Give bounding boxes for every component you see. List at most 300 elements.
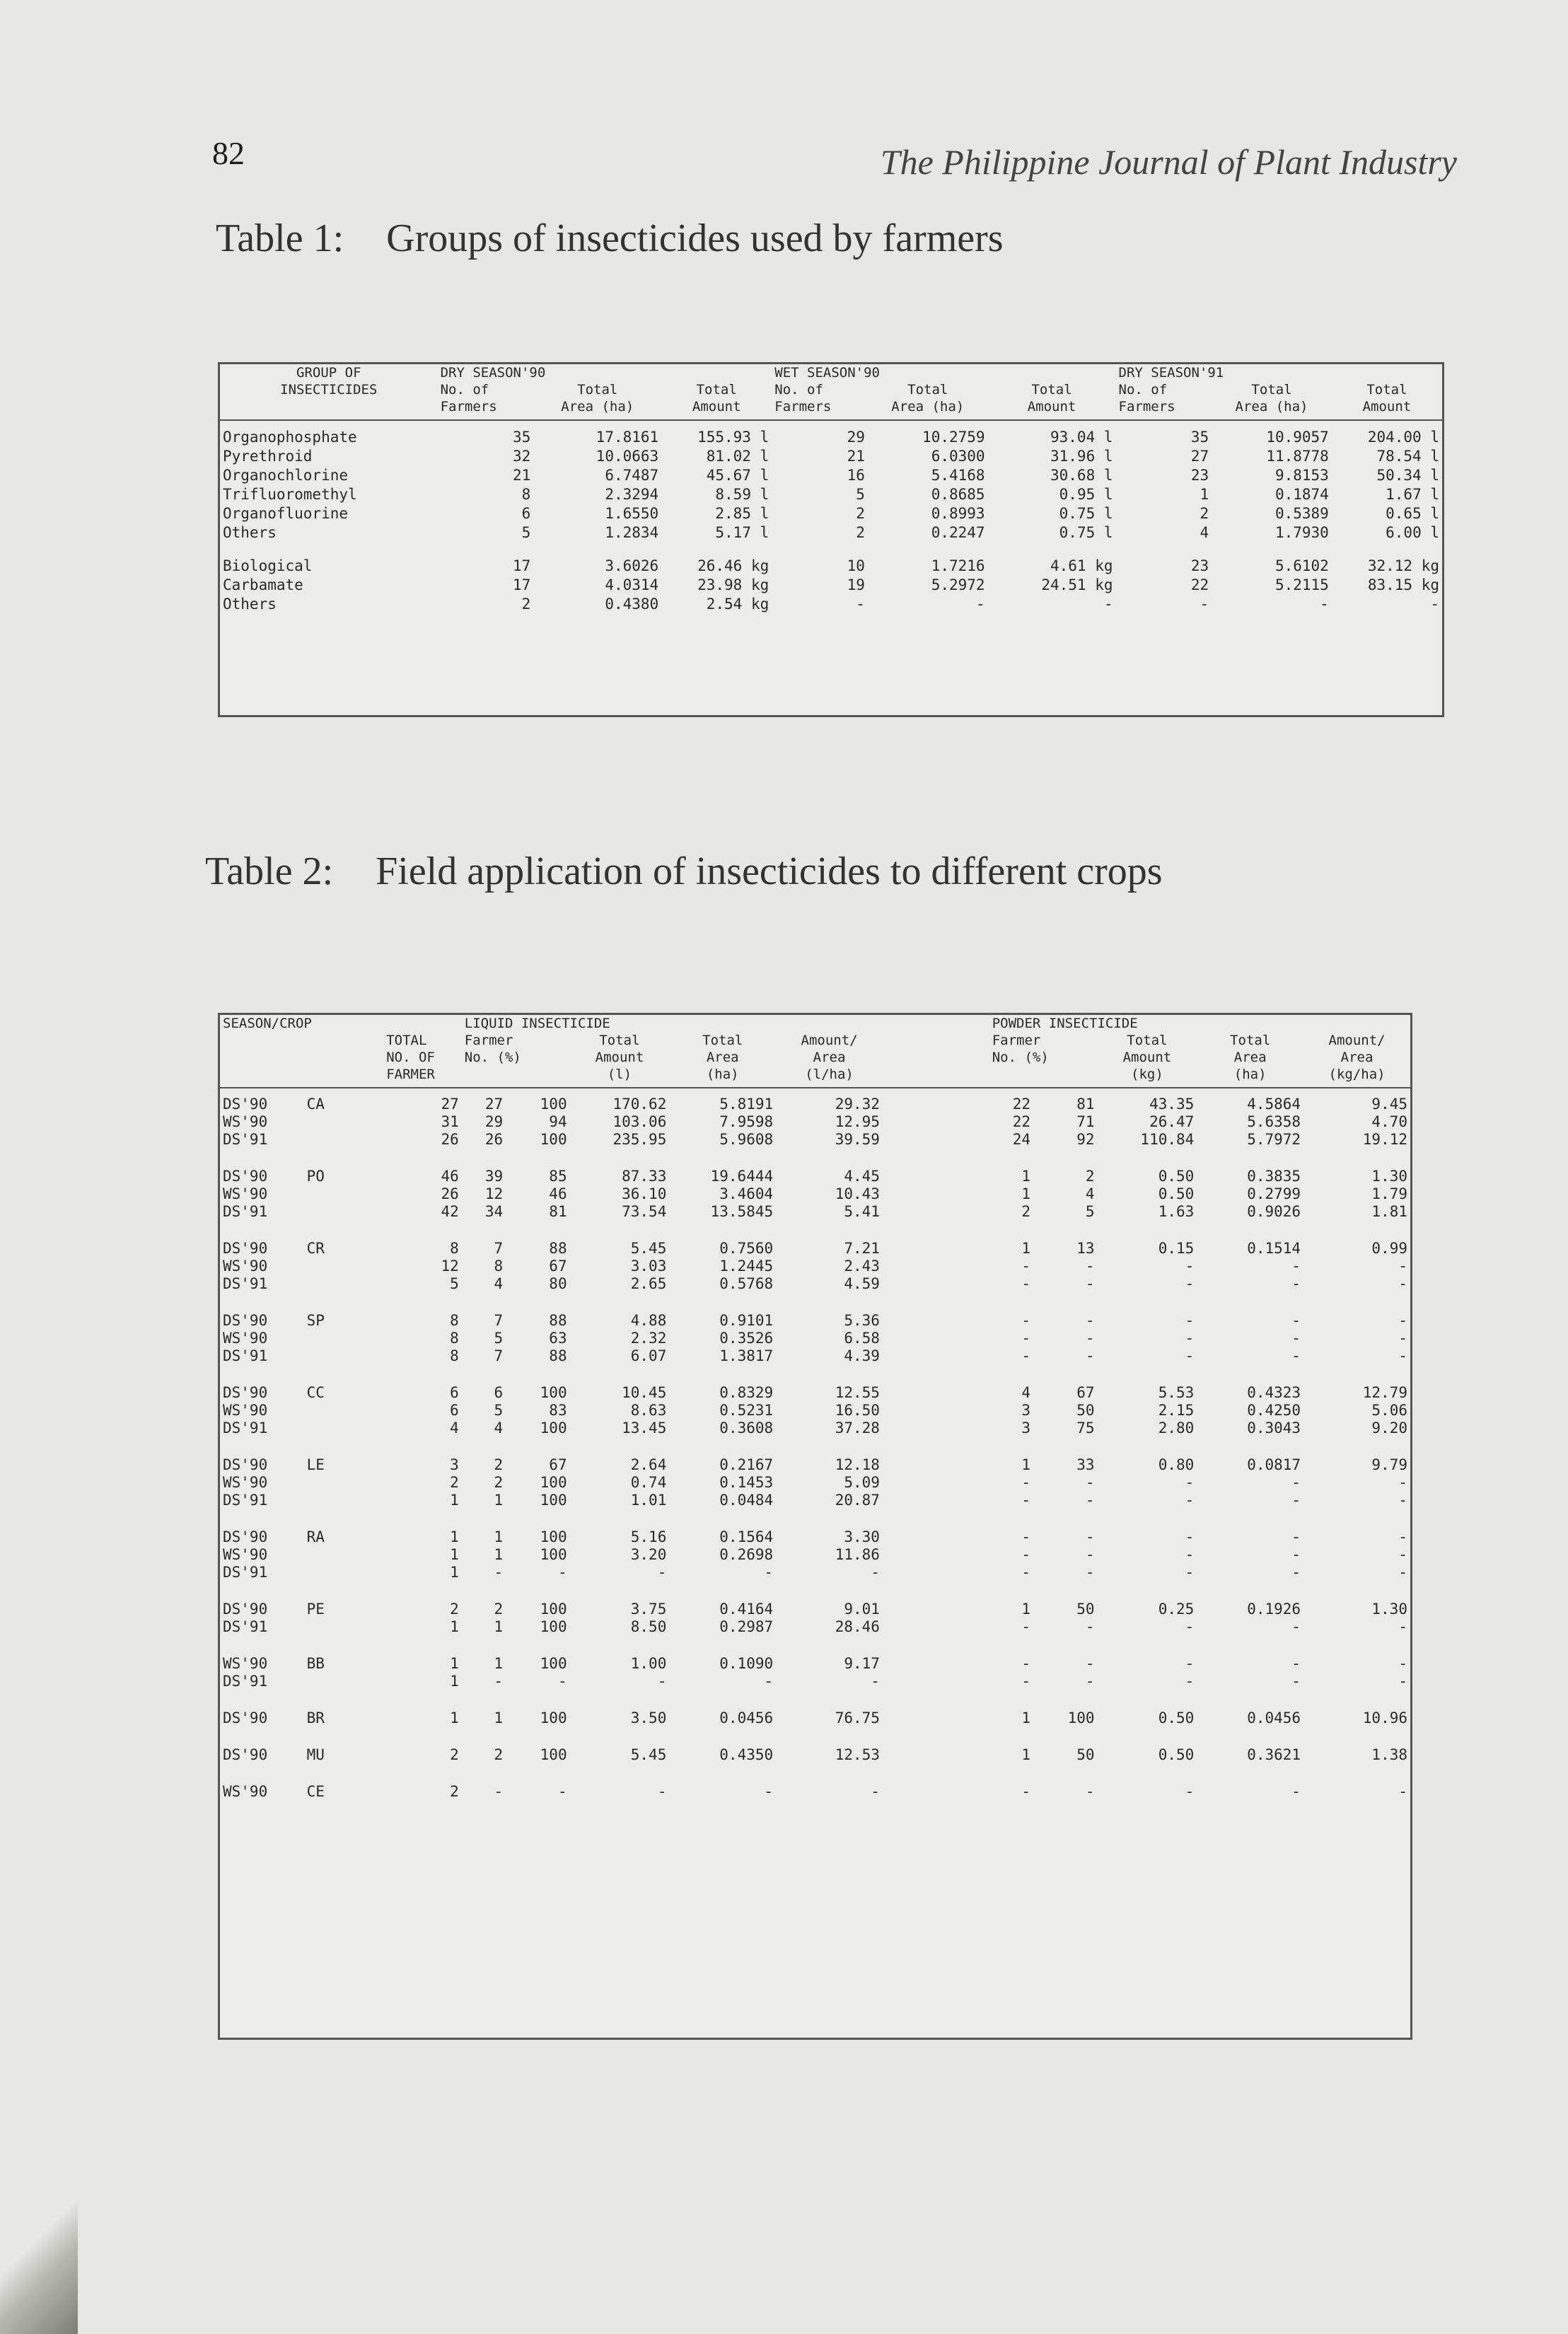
table-cell: - <box>1291 1673 1301 1690</box>
table-cell: 27 <box>484 1096 504 1113</box>
t2-head-area: Area <box>706 1050 739 1065</box>
spacer <box>883 1601 989 1618</box>
table-row <box>220 1601 1410 1618</box>
crop <box>304 1546 384 1564</box>
t2-head-no-pct: No. (%) <box>464 1050 521 1065</box>
row-gap <box>220 1727 1410 1746</box>
crop <box>304 1618 384 1636</box>
table-cell: - <box>1185 1673 1195 1690</box>
table-cell: 12.55 <box>835 1384 880 1401</box>
table-row <box>220 1185 1410 1203</box>
table-row <box>220 1131 1410 1149</box>
table-cell: 21 <box>512 467 531 484</box>
table-cell: 6.0300 <box>931 448 985 465</box>
spacer <box>883 1330 989 1347</box>
crop <box>304 1673 384 1690</box>
table-cell: 1 <box>1021 1185 1031 1202</box>
t1-head-amount: Total <box>1031 382 1072 397</box>
t1-head-farmers: Farmers <box>772 398 868 420</box>
table-row <box>220 523 1442 542</box>
table-row <box>220 1673 1410 1690</box>
table-cell: 3.75 <box>630 1601 667 1618</box>
table-row <box>220 1783 1410 1801</box>
row-gap <box>220 1365 1410 1384</box>
season: DS'90 <box>223 1528 268 1545</box>
table-cell: 27 <box>1190 448 1209 465</box>
table-cell: - <box>1185 1655 1195 1672</box>
row-gap <box>220 1581 1410 1601</box>
spacer <box>883 1168 989 1185</box>
table-cell: 0.99 <box>1371 1240 1407 1257</box>
table-cell: 0.4164 <box>719 1601 774 1618</box>
table-cell: 13 <box>1076 1240 1095 1257</box>
table-cell: 1 <box>450 1546 459 1563</box>
table-row <box>220 1709 1410 1727</box>
table-cell: 11.8778 <box>1266 448 1329 465</box>
crop <box>304 1203 384 1221</box>
table-cell: 0.50 <box>1158 1709 1195 1726</box>
table-cell: 39.59 <box>835 1131 880 1148</box>
table-cell: - <box>1021 1546 1031 1563</box>
table-cell: 1.2834 <box>605 524 659 541</box>
table-row <box>220 1456 1410 1474</box>
table-cell: 10 <box>847 557 865 574</box>
table-cell: 0.7560 <box>719 1240 774 1257</box>
insecticide-group: Others <box>223 596 277 612</box>
table-cell: 23 <box>1190 557 1209 574</box>
table-cell: 0.0484 <box>719 1492 774 1509</box>
table-cell: - <box>1021 1258 1031 1275</box>
table-cell: 100 <box>540 1709 567 1726</box>
crop: RA <box>306 1528 325 1545</box>
t2-head-tamt: Total <box>599 1033 640 1048</box>
table-cell: 10.96 <box>1362 1709 1407 1726</box>
table-cell: 22 <box>1190 576 1209 593</box>
table-row <box>220 1618 1410 1636</box>
table-cell: - <box>1021 1330 1031 1347</box>
table-cell: 5.2115 <box>1274 576 1329 593</box>
table-cell: 0.5768 <box>719 1275 774 1292</box>
spacer <box>883 1709 989 1727</box>
table-row <box>220 576 1442 595</box>
table-cell: 1.7930 <box>1274 524 1329 541</box>
table-cell: 1 <box>1200 486 1209 503</box>
crop <box>304 1131 384 1149</box>
t2-head-unit-ha: (ha) <box>669 1066 776 1088</box>
table-cell: 67 <box>549 1456 567 1473</box>
table-cell: 100 <box>540 1618 567 1635</box>
table-cell: 0.0456 <box>1247 1709 1301 1726</box>
spacer <box>883 1618 989 1636</box>
t1-head-area: Total <box>907 382 948 397</box>
spacer <box>883 1347 989 1365</box>
table-cell: - <box>1085 1312 1095 1329</box>
t2-head-tarea: Total <box>702 1033 743 1048</box>
table-cell: 92 <box>1076 1131 1095 1148</box>
spacer <box>883 1185 989 1203</box>
table-cell: - <box>1021 1275 1031 1292</box>
crop: CR <box>306 1240 325 1257</box>
table1-title: Groups of insecticides used by farmers <box>386 216 1004 260</box>
table-cell: - <box>1085 1474 1095 1491</box>
table-cell: 0.1090 <box>719 1655 774 1672</box>
table-cell: - <box>1021 1312 1031 1329</box>
table-cell: - <box>1185 1330 1195 1347</box>
table-row <box>220 1168 1410 1185</box>
table-cell: 3.30 <box>844 1528 880 1545</box>
table-cell: 1.3817 <box>719 1347 774 1364</box>
table-cell: 81.02 l <box>706 448 770 465</box>
season: WS'90 <box>223 1113 268 1130</box>
table-cell: - <box>1185 1528 1195 1545</box>
crop: PE <box>306 1601 325 1618</box>
table-cell: 0.4323 <box>1247 1384 1301 1401</box>
t1-head-group-l1: GROUP OF <box>296 365 361 381</box>
table-cell: 32 <box>512 448 531 465</box>
table-cell: 1 <box>1021 1601 1031 1618</box>
table-row <box>220 1528 1410 1546</box>
table-cell: - <box>1021 1564 1031 1581</box>
season: WS'90 <box>223 1783 268 1800</box>
table-cell: - <box>1185 1347 1195 1364</box>
table2-box <box>218 1013 1412 2040</box>
t2-head-tamt: Total <box>1127 1033 1168 1048</box>
table-cell: 0.75 l <box>1059 505 1113 522</box>
table-cell: 4 <box>1021 1384 1031 1401</box>
table-cell: 1.63 <box>1158 1203 1195 1220</box>
t1-head-area-ha: Area (ha) <box>1212 398 1332 420</box>
table-cell: 1.30 <box>1371 1601 1407 1618</box>
table-cell: - <box>871 1564 880 1581</box>
table-cell: 12.79 <box>1362 1384 1407 1401</box>
table-cell: 29 <box>847 429 865 446</box>
insecticide-group: Carbamate <box>223 576 303 593</box>
crop <box>304 1474 384 1492</box>
table-cell: 26 <box>484 1131 504 1148</box>
table-cell: 1 <box>450 1618 459 1635</box>
table-cell: 0.1874 <box>1274 486 1329 503</box>
insecticide-group: Organochlorine <box>223 467 349 484</box>
table-cell: 1 <box>450 1564 459 1581</box>
crop <box>304 1258 384 1275</box>
table-cell: 6 <box>450 1402 459 1419</box>
table-cell: - <box>1398 1258 1407 1275</box>
table-cell: 5.36 <box>844 1312 880 1329</box>
t1-head-season2: WET SEASON'90 <box>774 365 880 381</box>
table-row <box>220 1258 1410 1275</box>
table-row <box>220 1312 1410 1330</box>
table-cell: 4.61 kg <box>1050 557 1113 574</box>
t1-head-amount: Total <box>696 382 737 397</box>
table-cell: 88 <box>549 1312 567 1329</box>
table-cell: 12 <box>484 1185 504 1202</box>
t1-head-group-l2: INSECTICIDES <box>280 382 378 397</box>
table-cell: 1 <box>494 1492 504 1509</box>
table-cell: 0.5231 <box>719 1402 774 1419</box>
table-cell: 0.25 <box>1158 1601 1195 1618</box>
table-cell: 5.7972 <box>1247 1131 1301 1148</box>
table-cell: 7 <box>494 1240 504 1257</box>
t1-head-amount-l2: Amount <box>661 398 772 420</box>
table-cell: 2 <box>494 1746 504 1763</box>
t2-head-liquid: LIQUID INSECTICIDE <box>464 1016 610 1031</box>
season: WS'90 <box>223 1546 268 1563</box>
table-cell: 1 <box>1021 1456 1031 1473</box>
t2-head-apa: Amount/ <box>801 1033 858 1048</box>
season: DS'91 <box>223 1347 268 1364</box>
table-cell: - <box>1021 1673 1031 1690</box>
table-cell: 1 <box>450 1528 459 1545</box>
table-cell: - <box>1085 1673 1095 1690</box>
table-cell: 2.43 <box>844 1258 880 1275</box>
table-cell: 8 <box>450 1330 459 1347</box>
t2-head-area: Area <box>1340 1050 1374 1065</box>
table-cell: - <box>1291 1618 1301 1635</box>
table-cell: 5.41 <box>844 1203 880 1220</box>
spacer <box>883 1240 989 1258</box>
table-cell: 42 <box>441 1203 459 1220</box>
table-cell: 0.2987 <box>719 1618 774 1635</box>
table-cell: 5.45 <box>630 1746 667 1763</box>
table-row <box>220 485 1442 504</box>
table-cell: 5.2972 <box>931 576 985 593</box>
table-cell: 100 <box>540 1492 567 1509</box>
table-cell: - <box>1291 1492 1301 1509</box>
season: DS'90 <box>223 1168 268 1185</box>
season: DS'91 <box>223 1564 268 1581</box>
table-cell: - <box>1200 596 1209 612</box>
table-cell: 0.9026 <box>1247 1203 1301 1220</box>
table-cell: 2.32 <box>630 1330 667 1347</box>
table-cell: - <box>1185 1783 1195 1800</box>
table-cell: 2.54 kg <box>706 596 770 612</box>
table-cell: - <box>1185 1618 1195 1635</box>
season: DS'90 <box>223 1746 268 1763</box>
table-cell: 81 <box>1076 1096 1095 1113</box>
table-cell: 35 <box>1190 429 1209 446</box>
crop: PO <box>306 1168 325 1185</box>
crop <box>304 1564 384 1581</box>
table-cell: - <box>1398 1330 1407 1347</box>
table-cell: 170.62 <box>612 1096 667 1113</box>
table-cell: 1 <box>494 1546 504 1563</box>
table-cell: 7 <box>494 1312 504 1329</box>
table-cell: 80 <box>549 1275 567 1292</box>
table-cell: 29 <box>484 1113 504 1130</box>
table-cell: 0.15 <box>1158 1240 1195 1257</box>
season: DS'91 <box>223 1203 268 1220</box>
table-cell: 0.4380 <box>605 596 659 612</box>
table-cell: - <box>764 1564 774 1581</box>
table-cell: 3.50 <box>630 1709 667 1726</box>
table-cell: - <box>1398 1528 1407 1545</box>
table-cell: 5.8191 <box>719 1096 774 1113</box>
crop <box>304 1275 384 1293</box>
table-cell: 9.01 <box>844 1601 880 1618</box>
table-cell: 2.65 <box>630 1275 667 1292</box>
table-cell: 8 <box>494 1258 504 1275</box>
season: WS'90 <box>223 1258 268 1275</box>
table-cell: - <box>657 1564 667 1581</box>
t2-head-area: Area <box>813 1050 846 1065</box>
table-cell: 2 <box>1200 505 1209 522</box>
season: DS'90 <box>223 1384 268 1401</box>
table-cell: 4.0314 <box>605 576 659 593</box>
table-cell: - <box>1185 1258 1195 1275</box>
table-cell: - <box>1398 1474 1407 1491</box>
table-cell: - <box>1185 1474 1195 1491</box>
spacer <box>883 1528 989 1546</box>
table-cell: 32.12 kg <box>1367 557 1439 574</box>
table-cell: 0.75 l <box>1059 524 1113 541</box>
table-cell: - <box>1021 1347 1031 1364</box>
page-shadow <box>0 2185 78 2334</box>
table-cell: 0.2799 <box>1247 1185 1301 1202</box>
table-cell: 2 <box>450 1601 459 1618</box>
table-cell: 100 <box>540 1384 567 1401</box>
t2-head-amount: Amount <box>1122 1050 1172 1065</box>
table-cell: 5 <box>494 1330 504 1347</box>
table-cell: - <box>557 1564 567 1581</box>
table-cell: 8 <box>450 1240 459 1257</box>
table-cell: 110.84 <box>1140 1131 1195 1148</box>
table-cell: 1.67 l <box>1386 486 1439 503</box>
table-cell: 0.65 l <box>1386 505 1439 522</box>
table-cell: - <box>1291 1783 1301 1800</box>
table-cell: 0.3835 <box>1247 1168 1301 1185</box>
table-cell: 0.8685 <box>931 486 985 503</box>
t2-head-apa: Amount/ <box>1328 1033 1386 1048</box>
table-cell: 50 <box>1076 1402 1095 1419</box>
table-row <box>220 447 1442 466</box>
table-cell: 0.0817 <box>1247 1456 1301 1473</box>
table-cell: 16 <box>847 467 865 484</box>
table-cell: 83 <box>549 1402 567 1419</box>
table-cell: 10.9057 <box>1266 429 1329 446</box>
table-cell: 5.45 <box>630 1240 667 1257</box>
table-cell: - <box>1291 1347 1301 1364</box>
table-cell: - <box>1291 1546 1301 1563</box>
table-cell: 2.15 <box>1158 1402 1195 1419</box>
table-cell: - <box>1398 1618 1407 1635</box>
table-cell: 31 <box>441 1113 459 1130</box>
table-cell: 1 <box>1021 1709 1031 1726</box>
insecticide-group: Organophosphate <box>223 429 357 446</box>
row-gap <box>220 542 1442 557</box>
table-cell: 45.67 l <box>706 467 770 484</box>
table-cell: 21 <box>847 448 865 465</box>
t2-head-farmer: Farmer <box>464 1033 513 1048</box>
table-cell: 2 <box>1085 1168 1095 1185</box>
table-cell: - <box>1085 1546 1095 1563</box>
table-cell: 0.95 l <box>1059 486 1113 503</box>
table-cell: - <box>1398 1655 1407 1672</box>
season: DS'90 <box>223 1709 268 1726</box>
table-cell: 67 <box>549 1258 567 1275</box>
table-cell: 0.4350 <box>719 1746 774 1763</box>
t2-head-unit-kg: (kg) <box>1098 1066 1197 1088</box>
season: DS'91 <box>223 1618 268 1635</box>
table-cell: 1.01 <box>630 1492 667 1509</box>
table-cell: 0.1514 <box>1247 1240 1301 1257</box>
table-cell: - <box>1291 1564 1301 1581</box>
table-row <box>220 1330 1410 1347</box>
table-cell: 3 <box>1021 1402 1031 1419</box>
table-row <box>220 1240 1410 1258</box>
table-cell: - <box>657 1783 667 1800</box>
table-row <box>220 466 1442 485</box>
t1-head-farmers: Farmers <box>1116 398 1212 420</box>
table-cell: 100 <box>540 1096 567 1113</box>
table-cell: 9.20 <box>1371 1419 1407 1436</box>
table-cell: 1 <box>450 1655 459 1672</box>
table-row <box>220 1419 1410 1437</box>
table-row <box>220 1564 1410 1581</box>
table-cell: - <box>557 1673 567 1690</box>
table-cell: 6.07 <box>630 1347 667 1364</box>
table-cell: 5.9608 <box>719 1131 774 1148</box>
table-cell: - <box>1085 1330 1095 1347</box>
table-cell: - <box>494 1673 504 1690</box>
table-cell: - <box>1021 1783 1031 1800</box>
table-cell: 63 <box>549 1330 567 1347</box>
table2-label: Table 2: <box>205 849 334 893</box>
t2-head-unit-lha: (l/ha) <box>776 1066 883 1088</box>
t2-head-season-crop: SEASON/CROP <box>223 1016 312 1031</box>
table-cell: 27 <box>441 1096 459 1113</box>
table-cell: 1 <box>450 1709 459 1726</box>
table-cell: 4 <box>450 1419 459 1436</box>
spacer <box>883 1564 989 1581</box>
table-cell: 0.8329 <box>719 1384 774 1401</box>
t2-head-unit-l: (l) <box>570 1066 670 1088</box>
spacer <box>883 1312 989 1330</box>
table-cell: 6.00 l <box>1386 524 1439 541</box>
spacer <box>883 1419 989 1437</box>
t1-head-amount: Total <box>1366 382 1407 397</box>
table-cell: 93.04 l <box>1050 429 1113 446</box>
table-cell: 103.06 <box>612 1113 667 1130</box>
insecticide-group: Pyrethroid <box>223 448 313 465</box>
table-row <box>220 1746 1410 1764</box>
table-cell: - <box>1085 1783 1095 1800</box>
crop <box>304 1492 384 1509</box>
table-cell: 1 <box>1021 1168 1031 1185</box>
table-cell: 30.68 l <box>1050 467 1113 484</box>
table-cell: 8 <box>521 486 531 503</box>
table-cell: 34 <box>484 1203 504 1220</box>
t2-head-amount: Amount <box>595 1050 644 1065</box>
t2-head-no-pct: No. (%) <box>992 1050 1049 1065</box>
table-cell: - <box>1185 1564 1195 1581</box>
table-cell: 17 <box>512 557 531 574</box>
table-row <box>220 1088 1410 1113</box>
table-cell: 78.54 l <box>1376 448 1439 465</box>
season: DS'91 <box>223 1419 268 1436</box>
table-cell: 3.6026 <box>605 557 659 574</box>
table-cell: 19.6444 <box>710 1168 774 1185</box>
table-cell: 85 <box>549 1168 567 1185</box>
table-cell: 12.53 <box>835 1746 880 1763</box>
table-cell: 10.0663 <box>596 448 659 465</box>
table-cell: 1.38 <box>1371 1746 1407 1763</box>
t1-head-area: Total <box>1251 382 1292 397</box>
table-cell: 23.98 kg <box>697 576 770 593</box>
table1-label: Table 1: <box>216 216 344 260</box>
table-row <box>220 1203 1410 1221</box>
table-cell: 26.47 <box>1149 1113 1195 1130</box>
table-cell: 31.96 l <box>1050 448 1113 465</box>
